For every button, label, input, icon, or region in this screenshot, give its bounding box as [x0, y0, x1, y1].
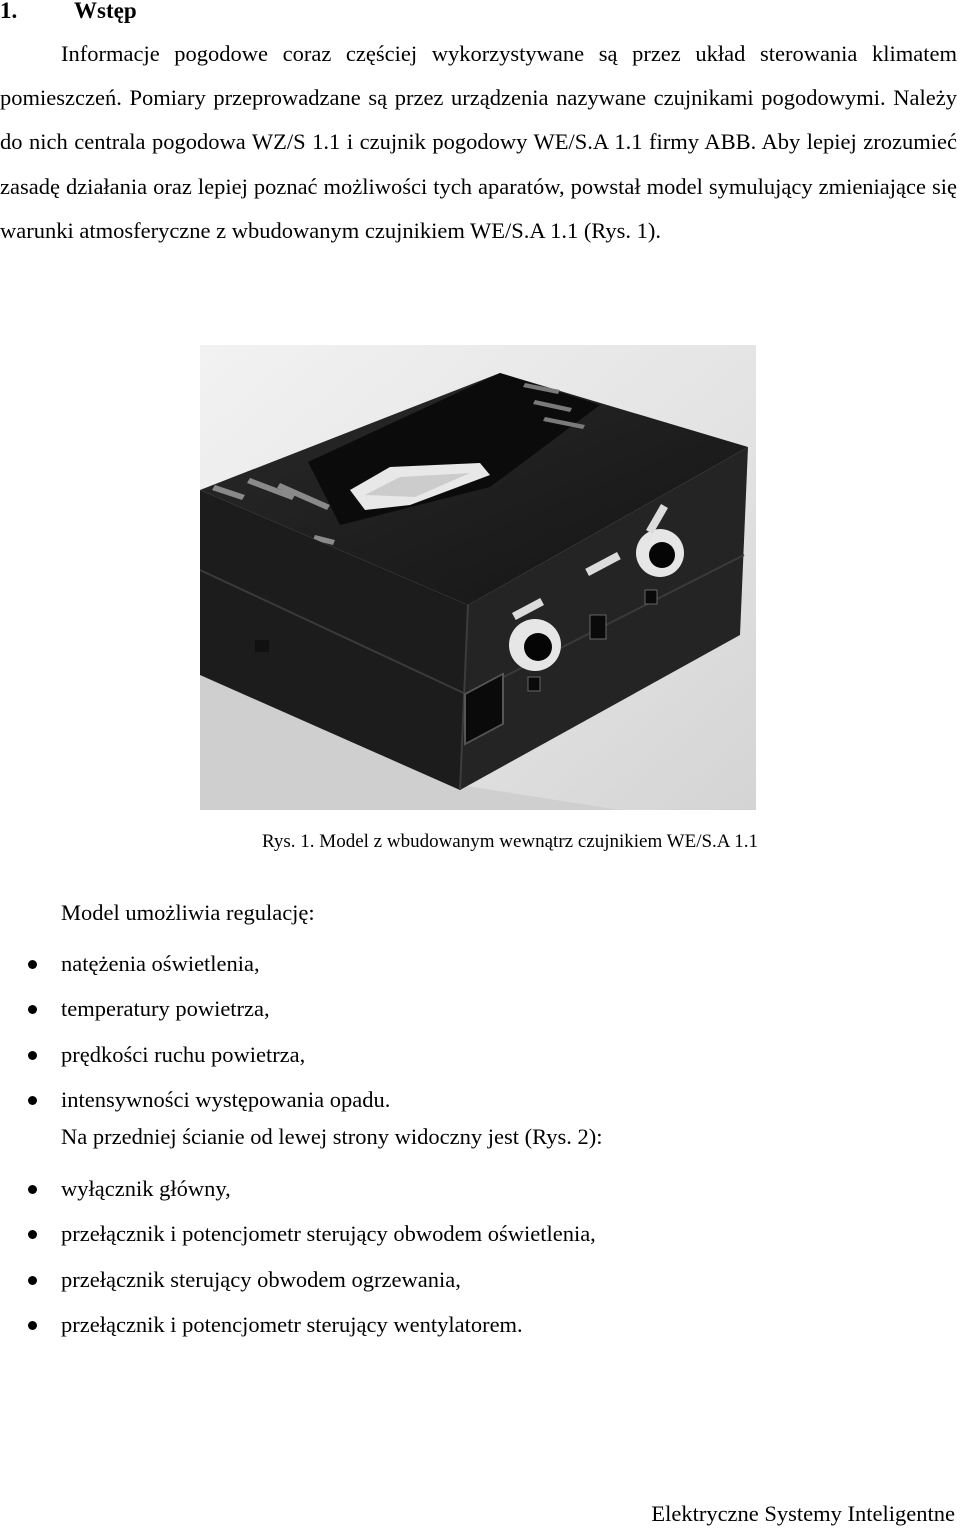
list-item: prędkości ruchu powietrza, [0, 1032, 390, 1077]
bullet-icon [28, 1005, 37, 1014]
section-title: Wstęp [74, 0, 137, 23]
bullet-icon [28, 1321, 37, 1330]
regulation-intro: Model umożliwia regulację: [61, 900, 315, 925]
model-photo-illustration [200, 345, 756, 810]
bullet-icon [28, 1185, 37, 1194]
bullet-icon [28, 1096, 37, 1105]
figure-caption: Rys. 1. Model z wbudowanym wewnątrz czujnikiem WE/S.A 1.1 [262, 831, 758, 852]
section-heading [0, 0, 137, 24]
list-item: przełącznik i potencjometr sterujący wentylatorem. [0, 1302, 596, 1347]
page-footer: Elektryczne Systemy Inteligentne [651, 1501, 955, 1526]
bullet-icon [28, 960, 37, 969]
intro-paragraph: Informacje pogodowe coraz częściej wykorzystywane są przez układ sterowania klimatem pomieszczeń. Pomiary przeprowadzane są przez urządzenia nazywane czujnikami pogodowymi. Należy do nich centrala pogodowa WZ/S 1.1 i czujnik pogodowy WE/S.A 1.1 firmy ABB. Aby lepiej zrozumieć zasadę działania oraz lepiej poznać możliwości tych aparatów, powstał model symulujący zmieniające się warunki atmosferyczne z wbudowanym czujnikiem WE/S.A 1.1 (Rys. 1). [0, 41, 957, 243]
model-photo [200, 345, 756, 810]
list-item: natężenia oświetlenia, [0, 941, 390, 986]
regulation-list [0, 941, 390, 1122]
list-item: wyłącznik główny, [0, 1166, 596, 1211]
list-item: przełącznik sterujący obwodem ogrzewania, [0, 1257, 596, 1302]
bullet-icon [28, 1276, 37, 1285]
list-item: przełącznik i potencjometr sterujący obwodem oświetlenia, [0, 1211, 596, 1256]
front-panel-intro: Na przedniej ścianie od lewej strony widoczny jest (Rys. 2): [61, 1124, 603, 1149]
bullet-icon [28, 1230, 37, 1239]
section-number: 1. [0, 0, 18, 23]
list-item: intensywności występowania opadu. [0, 1077, 390, 1122]
front-panel-list [0, 1166, 596, 1347]
list-item: temperatury powietrza, [0, 986, 390, 1031]
bullet-icon [28, 1051, 37, 1060]
